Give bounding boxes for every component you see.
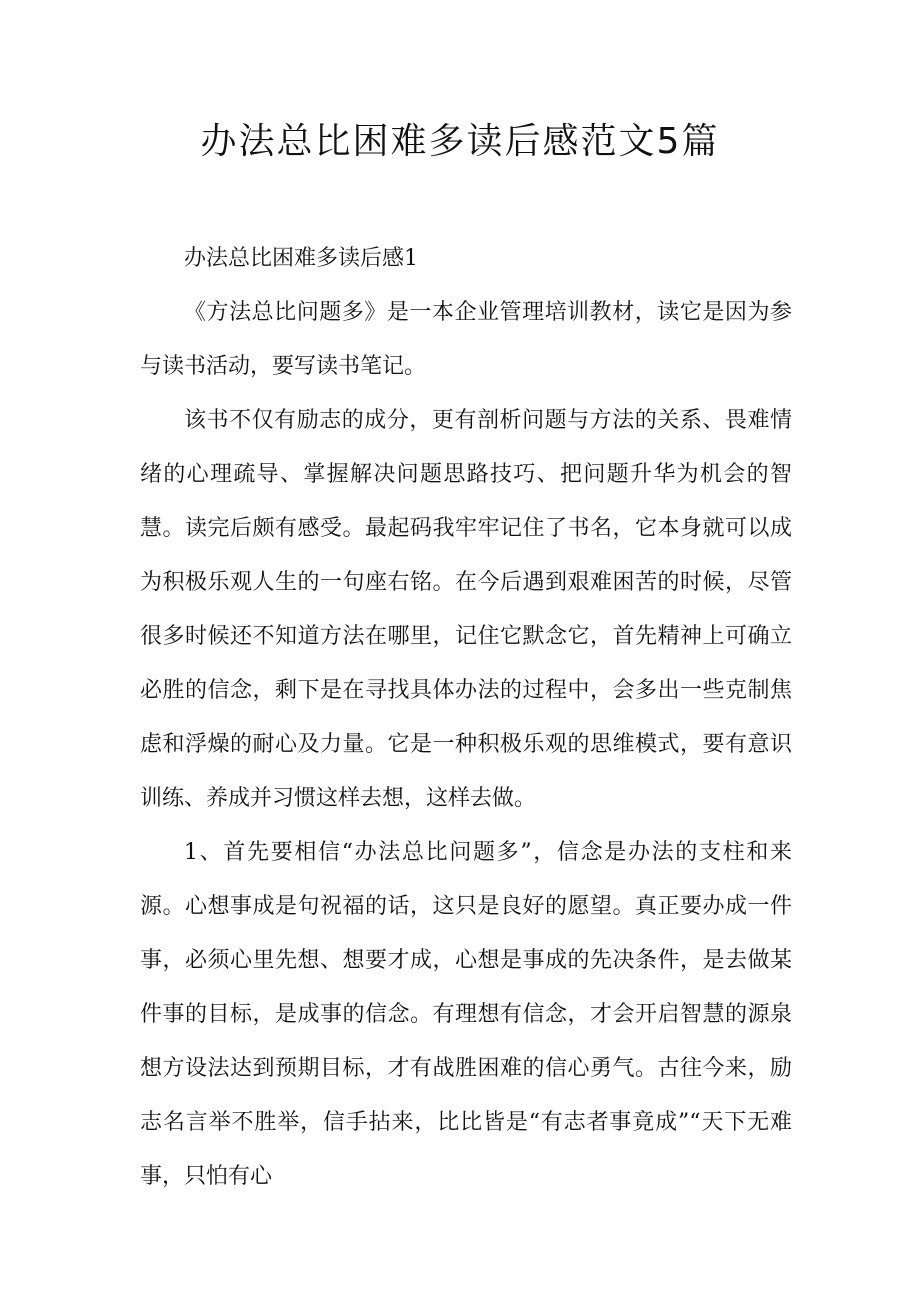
section-heading: 办法总比困难多读后感1 <box>184 246 418 271</box>
paragraph: 《方法总比问题多》是一本企业管理培训教材，读它是因为参与读书活动，要写读书笔记。 <box>140 300 792 379</box>
paragraph: 1、首先要相信“办法总比问题多”，信念是办法的支柱和来源。心想事成是句祝福的话，这只是良好的愿望。真正要办成一件事，必须心里先想、想要才成，心想是事成的先决条件，是去做某件事的目标，是成事的信念。有理想有信念，才会开启智慧的源泉想方设法达到预期目标，才有战胜困难的信心勇气。古往今来，励志名言举不胜举，信手拈来，比比皆是“有志者事竟成”“天下无难事，只怕有心 <box>140 840 792 1189</box>
document-title: 办法总比困难多读后感范文5篇 <box>200 121 720 162</box>
document-body <box>140 232 792 1204</box>
paragraph: 该书不仅有励志的成分，更有剖析问题与方法的关系、畏难情绪的心理疏导、掌握解决问题思路技巧、把问题升华为机会的智慧。读完后颇有感受。最起码我牢牢记住了书名，它本身就可以成为积极乐观人生的一句座右铭。在今后遇到艰难困苦的时候，尽管很多时候还不知道方法在哪里，记住它默念它，首先精神上可确立必胜的信念，剩下是在寻找具体办法的过程中，会多出一些克制焦虑和浮燥的耐心及力量。它是一种积极乐观的思维模式，要有意识训练、养成并习惯这样去想，这样去做。 <box>140 408 792 811</box>
